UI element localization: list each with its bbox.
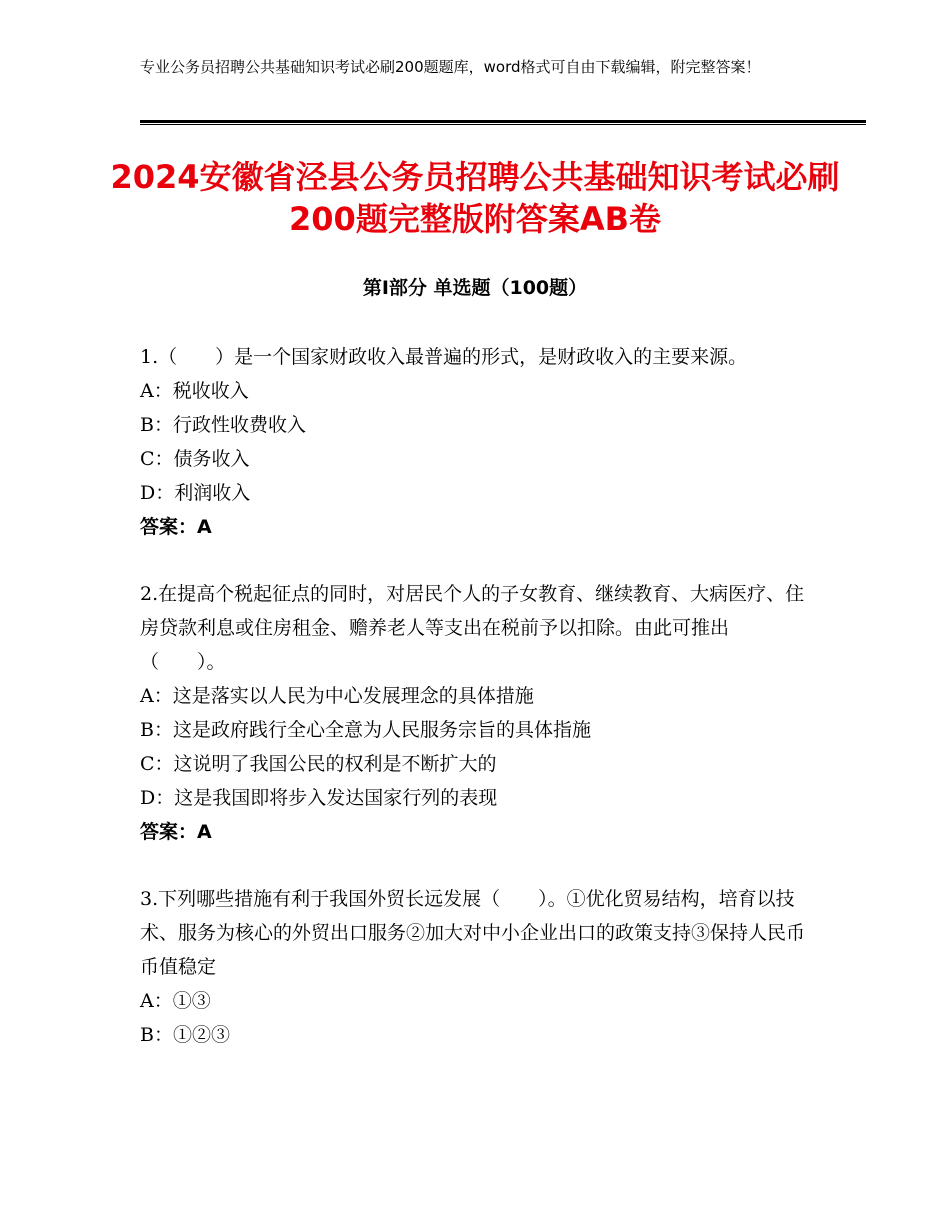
header-divider-thin: [140, 124, 866, 125]
document-title: 2024安徽省泾县公务员招聘公共基础知识考试必刷200题完整版附答案AB卷: [110, 158, 840, 238]
option-b: B：这是政府践行全心全意为人民服务宗旨的具体指施: [140, 719, 591, 741]
question-1: [140, 340, 805, 544]
section-heading: 第Ⅰ部分 单选题（100题）: [362, 277, 588, 299]
option-a: A：税收收入: [140, 380, 249, 402]
option-b: B：①②③: [140, 1024, 230, 1046]
answer: 答案：A: [140, 821, 212, 843]
question-stem: 3.下列哪些措施有利于我国外贸长远发展（ ）。①优化贸易结构，培育以技术、服务为核心的外贸出口服务②加大对中小企业出口的政策支持③保持人民币币值稳定: [140, 888, 806, 978]
question-3: [140, 882, 805, 1052]
option-a: A：这是落实以人民为中心发展理念的具体措施: [140, 685, 534, 707]
option-c: C：债务收入: [140, 448, 250, 470]
option-a: A：①③: [140, 990, 211, 1012]
answer: 答案：A: [140, 516, 212, 538]
question-2: [140, 577, 805, 849]
question-stem: 1.（ ）是一个国家财政收入最普遍的形式，是财政收入的主要来源。: [140, 346, 748, 368]
question-list: [140, 340, 805, 1085]
header-divider: [140, 120, 866, 126]
option-c: C：这说明了我国公民的权利是不断扩大的: [140, 753, 497, 775]
question-stem: 2.在提高个税起征点的同时，对居民个人的子女教育、继续教育、大病医疗、住房贷款利息或住房租金、赡养老人等支出在税前予以扣除。由此可推出（ ）。: [140, 583, 805, 673]
option-d: D：这是我国即将步入发达国家行列的表现: [140, 787, 498, 809]
option-b: B：行政性收费收入: [140, 414, 306, 436]
option-d: D：利润收入: [140, 482, 251, 504]
header-note: 专业公务员招聘公共基础知识考试必刷200题题库，word格式可自由下载编辑，附完整答案！: [140, 58, 761, 76]
header-divider-thick: [140, 120, 866, 123]
